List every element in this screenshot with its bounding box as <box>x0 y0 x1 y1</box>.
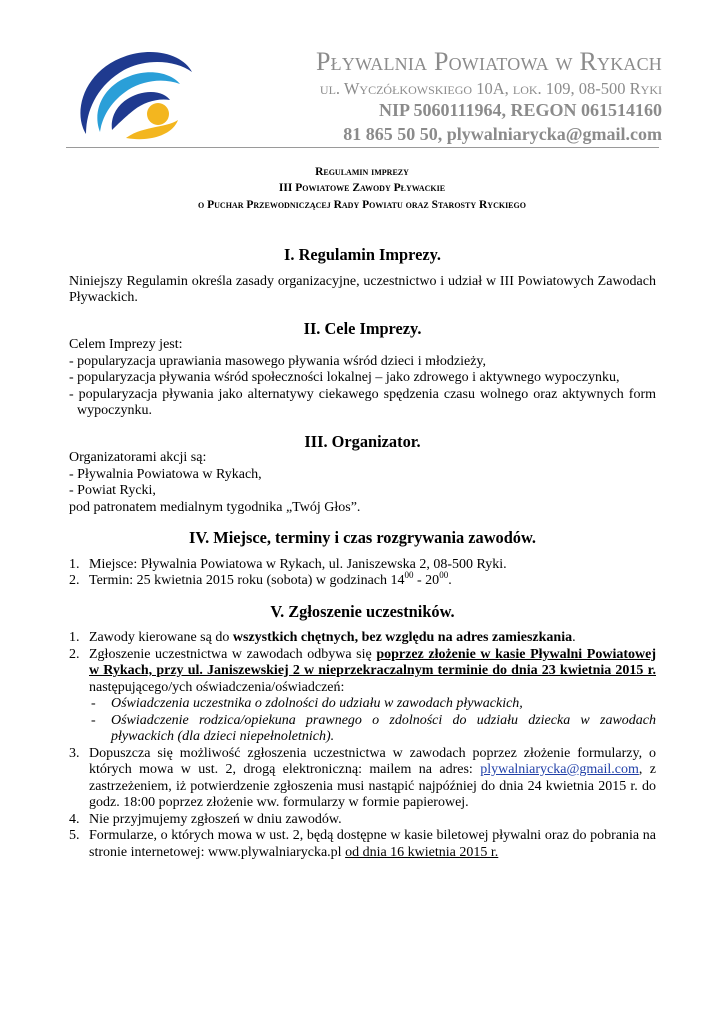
swimmer-logo-icon <box>66 42 196 146</box>
email-link[interactable]: plywalniarycka@gmail.com <box>480 762 639 777</box>
list-item: 5. Formularze, o których mowa w ust. 2, będą dostępne w kasie biletowej pływalni oraz do pobrania na stronie internetowej: www.plywalniarycka.pl od dnia 16 kwietnia 2015 r. <box>69 828 656 860</box>
list-number: 2. <box>69 646 80 662</box>
list-number: 2. <box>69 573 80 588</box>
doc-title-line1: Regulamin imprezy <box>315 166 409 178</box>
list-item: 4. Nie przyjmujemy zgłoszeń w dniu zawodów. <box>69 811 342 827</box>
list-item: 3. Dopuszcza się możliwość zgłoszenia uczestnictwa w zawodach poprzez złożenie formularzy, o których mowa w ust. 2, drogą elektroniczną: mailem na adres: plywalniarycka@gmail.com, z zastrzeżeniem, iż potwierdzenie zgłoszenia musi nastąpić najpóźniej do dnia 24 kwietnia 2015 r. do godz. 18:00 poprzez złożenie ww. formularzy w formie papierowej. <box>69 745 656 810</box>
list-number: 5. <box>69 828 80 843</box>
section2-item: - popularyzacja pływania wśród społeczności lokalnej – jako zdrowego i aktywnego wypoczynku, <box>69 370 620 385</box>
list-item: 1. Zawody kierowane są do wszystkich chętnych, bez względu na adres zamieszkania. <box>69 630 576 645</box>
section3-item: - Pływalnia Powiatowa w Rykach, <box>69 466 262 482</box>
doc-title-line2: III Powiatowe Zawody Pływackie <box>278 182 446 194</box>
section4-date: Termin: 25 kwietnia 2015 roku (sobota) w godzinach $14^{00} - 20^{00}$. <box>89 570 452 588</box>
section1-text: Niniejszy Regulamin określa zasady organizacyjne, uczestnictwo i udział w III Powiatowych Zawodach Pływackich. <box>69 273 656 305</box>
section4-heading: IV. Miejsce, terminy i czas rozgrywania zawodów. <box>189 528 536 547</box>
header-title: Pływalnia Powiatowa w Rykach <box>316 47 662 76</box>
section4-list <box>69 557 656 590</box>
section1-heading: I. Regulamin Imprezy. <box>284 245 441 264</box>
list-item <box>69 557 656 574</box>
section5-statements <box>89 696 656 746</box>
header-contact: 81 865 50 50, plywalniarycka@gmail.com <box>343 124 662 144</box>
section2-intro: Celem Imprezy jest: <box>69 337 183 352</box>
section5-heading: V. Zgłoszenie uczestników. <box>270 601 455 621</box>
list-number: 4. <box>69 811 80 827</box>
section3-patron: pod patronatem medialnym tygodnika „Twój Głos”. <box>69 499 361 515</box>
section3-item: - Powiat Rycki, <box>69 483 156 498</box>
header-address: ul. Wyczółkowskiego 10A, lok. 109, 08-500 Ryki <box>319 79 662 98</box>
list-number: 1. <box>69 630 80 645</box>
list-item: 2. Zgłoszenie uczestnictwa w zawodach odbywa się poprzez złożenie w kasie Pływalni Powiatowej w Rykach, przy ul. Janiszewskiej 2 w nieprzekraczalnym terminie do dnia 23 kwietnia 2015 r. następującego/ych oświadczenia/oświadczeń: - Oświadczenia uczestnika o zdolności do udziału w zawodach pływackich, - Oświadczenie rodzica/opiekuna prawnego o zdolności do udziału dziecka w zawodach pływackich (dla dzieci niepełnoletnich). <box>69 646 656 744</box>
section3-intro: Organizatorami akcji są: <box>69 450 207 465</box>
header-divider <box>66 147 659 148</box>
list-item: - Oświadczenia uczestnika o zdolności do udziału w zawodach pływackich, <box>91 696 523 711</box>
section2-item: - popularyzacja uprawiania masowego pływania wśród dzieci i młodzieży, <box>69 353 486 369</box>
section4-place: Miejsce: Pływalnia Powiatowa w Rykach, ul. Janiszewska 2, 08-500 Ryki. <box>89 556 507 572</box>
list-number: 3. <box>69 745 80 761</box>
list-item <box>69 570 656 590</box>
section5-list <box>69 630 656 861</box>
section3-heading: III. Organizator. <box>304 431 421 451</box>
document-body <box>69 247 656 861</box>
header-nip-regon: NIP 5060111964, REGON 061514160 <box>378 100 662 120</box>
doc-title-line3: o Puchar Przewodniczącej Rady Powiatu oraz Starosty Ryckiego <box>198 199 526 211</box>
list-number: 1. <box>69 556 80 572</box>
section2-heading: II. Cele Imprezy. <box>303 318 422 338</box>
list-item: - Oświadczenie rodzica/opiekuna prawnego o zdolności do udziału dziecka w zawodach pływackich (dla dzieci niepełnoletnich). <box>91 712 656 744</box>
section2-item: - popularyzacja pływania jako alternatywy ciekawego spędzenia czasu wolnego oraz aktywnych form wypoczynku. <box>69 386 656 418</box>
